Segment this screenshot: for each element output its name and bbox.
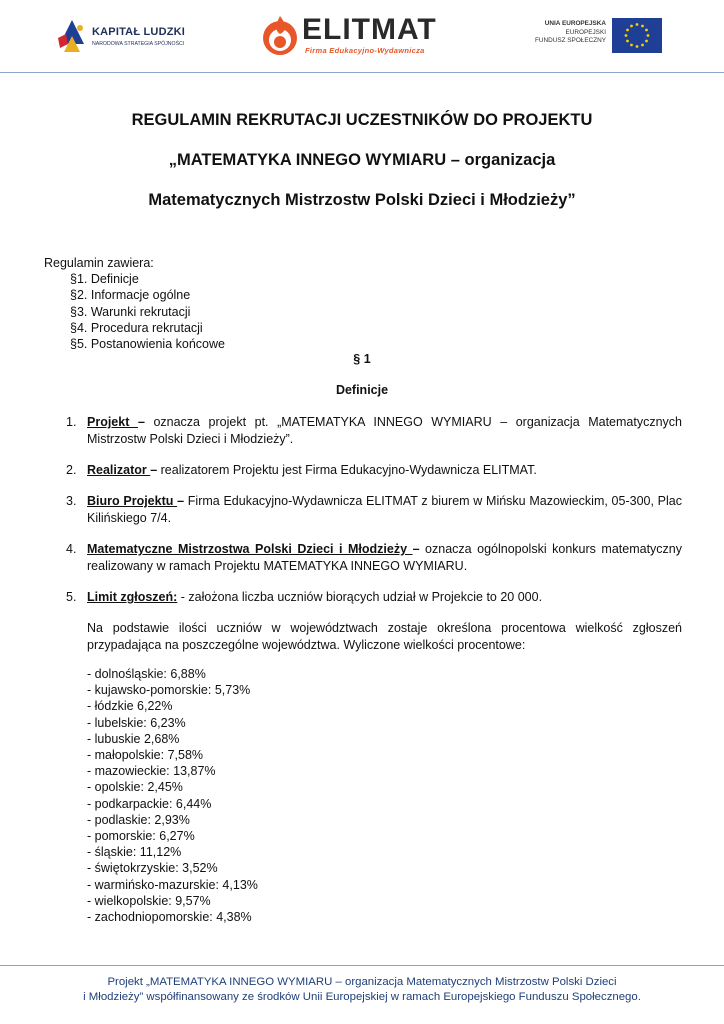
definition-term: Matematyczne Mistrzostwa Polski Dzieci i Młodzieży: [87, 542, 413, 556]
kapital-ludzki-title: KAPITAŁ LUDZKI: [92, 26, 186, 38]
table-of-contents: [44, 255, 225, 352]
definition-item: [66, 541, 682, 575]
elitmat-name: ELITMAT: [302, 13, 437, 46]
eu-logo: [520, 16, 670, 56]
definition-number: 5.: [66, 590, 77, 604]
definition-number: 1.: [66, 415, 77, 429]
eu-text: [535, 20, 606, 46]
toc-item: §1. Definicje: [70, 272, 139, 287]
document-title: [0, 104, 724, 212]
region-item: - mazowieckie: 13,87%: [87, 764, 216, 779]
region-item: - pomorskie: 6,27%: [87, 829, 195, 844]
page-header: [0, 0, 724, 73]
definitions-list: [66, 414, 682, 925]
region-item: - lubuskie 2,68%: [87, 731, 180, 746]
definition-dash: –: [412, 542, 420, 556]
definition-text: oznacza projekt pt. „MATEMATYKA INNEGO WYMIARU – organizacja Matematycznych Mistrzostw Polski Dzieci i Młodzieży”.: [87, 415, 682, 446]
region-item: - lubelskie: 6,23%: [87, 715, 186, 730]
definition-dash: –: [177, 494, 185, 508]
title-line-3: Matematycznych Mistrzostw Polski Dzieci i Młodzieży”: [148, 191, 576, 209]
toc-item: §3. Warunki rekrutacji: [70, 304, 191, 319]
region-item: - łódzkie 6,22%: [87, 699, 173, 714]
elitmat-logo: [260, 14, 450, 60]
definition-item: [66, 589, 682, 606]
definition-term: Projekt: [87, 415, 138, 429]
definition-number: 2.: [66, 463, 77, 477]
definition-item: [66, 462, 682, 479]
definition-term: Realizator: [87, 463, 151, 477]
section-number: § 1: [353, 352, 371, 366]
title-line-2: „MATEMATYKA INNEGO WYMIARU – organizacja: [168, 151, 556, 169]
definition-dash: –: [137, 415, 145, 429]
definition-item: [66, 493, 682, 527]
toc-item: §2. Informacje ogólne: [70, 288, 191, 303]
region-item: - zachodniopomorskie: 4,38%: [87, 910, 252, 925]
region-item: - opolskie: 2,45%: [87, 780, 183, 795]
contents-label: Regulamin zawiera:: [44, 256, 154, 270]
elitmat-flame-icon: [260, 14, 300, 58]
footer-line-1: Projekt „MATEMATYKA INNEGO WYMIARU – organizacja Matematycznych Mistrzostw Polski Dzieci: [107, 976, 617, 988]
page-footer: [0, 975, 724, 1005]
region-item: - świętokrzyskie: 3,52%: [87, 861, 218, 876]
definition-text: - założona liczba uczniów biorących udział w Projekcie to 20 000.: [177, 590, 543, 604]
section-title: Definicje: [335, 383, 389, 397]
definition-number: 3.: [66, 494, 77, 508]
region-item: - warmińsko-mazurskie: 4,13%: [87, 877, 258, 892]
region-item: - podkarpackie: 6,44%: [87, 796, 212, 811]
region-item: - wielkopolskie: 9,57%: [87, 893, 211, 908]
kapital-ludzki-emblem-icon: [56, 14, 90, 58]
toc-item: §4. Procedura rekrutacji: [70, 320, 203, 335]
kapital-ludzki-subtitle: NARODOWA STRATEGIA SPÓJNOŚCI: [92, 41, 185, 47]
region-item: - śląskie: 11,12%: [87, 845, 182, 860]
kapital-ludzki-logo: [56, 14, 206, 58]
toc-item: §5. Postanowienia końcowe: [70, 337, 225, 352]
definition-number: 4.: [66, 542, 77, 556]
eu-line2: EUROPEJSKI: [565, 28, 606, 36]
definition-dash: –: [150, 463, 158, 477]
eu-line3: FUNDUSZ SPOŁECZNY: [534, 37, 606, 44]
footer-divider: [0, 965, 724, 966]
definition-term: Biuro Projektu: [87, 494, 178, 508]
region-item: - podlaskie: 2,93%: [87, 812, 190, 827]
definition-text: realizatorem Projektu jest Firma Edukacyjno-Wydawnicza ELITMAT.: [157, 463, 537, 477]
definition-text: oznacza ogólnopolski konkurs matematyczny realizowany w ramach Projektu MATEMATYKA INNEGO WYMIARU.: [87, 542, 682, 573]
definition-text: Firma Edukacyjno-Wydawnicza ELITMAT z biurem w Mińsku Mazowieckim, 05-300, Plac Kilińskiego 7/4.: [87, 494, 682, 525]
definition-item: [66, 414, 682, 448]
eu-line1: UNIA EUROPEJSKA: [544, 20, 606, 27]
region-item: - dolnośląskie: 6,88%: [87, 667, 206, 681]
footer-line-2: i Młodzieży” współfinansowany ze środków Unii Europejskiej w ramach Europejskiego Funduszu Społecznego.: [83, 991, 641, 1003]
title-line-1: REGULAMIN REKRUTACJI UCZESTNIKÓW DO PROJEKTU: [131, 111, 593, 129]
region-item: - kujawsko-pomorskie: 5,73%: [87, 683, 251, 698]
regions-list: [66, 666, 682, 925]
elitmat-tagline: Firma Edukacyjno-Wydawnicza: [305, 46, 425, 55]
eu-flag-icon: [612, 18, 662, 53]
limit-paragraph: Na podstawie ilości uczniów w województwach zostaje określona procentowa wielkość zgłoszeń przypadająca na poszczególne województwa. Wyliczone wielkości procentowe:: [87, 621, 682, 652]
region-item: - małopolskie: 7,58%: [87, 748, 204, 763]
definition-term: Limit zgłoszeń:: [87, 590, 178, 604]
